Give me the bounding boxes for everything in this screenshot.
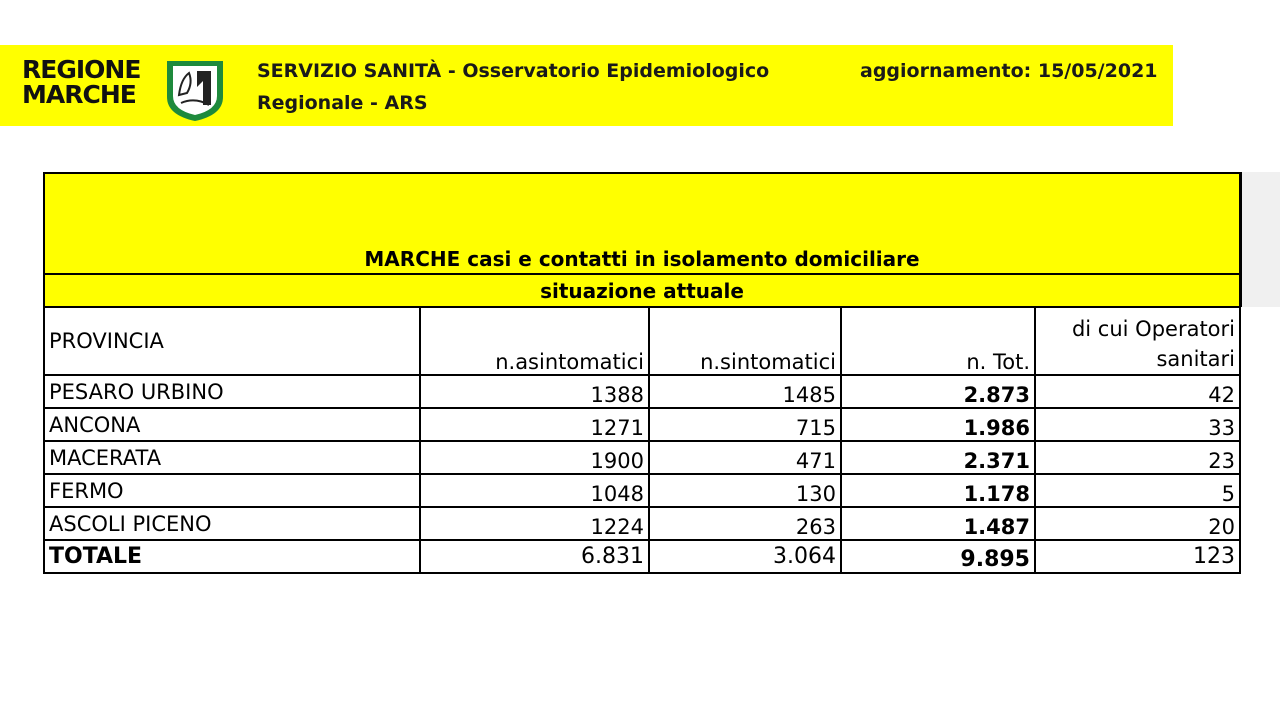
cell-operatori: 42 bbox=[1035, 375, 1240, 408]
cell-sintomatici: 263 bbox=[649, 507, 841, 540]
cell-tot: 1.986 bbox=[841, 408, 1035, 441]
cell-operatori: 23 bbox=[1035, 441, 1240, 474]
cell-operatori: 5 bbox=[1035, 474, 1240, 507]
cell-totale-sintomatici: 3.064 bbox=[649, 540, 841, 573]
cell-asintomatici: 1388 bbox=[420, 375, 649, 408]
table-row bbox=[44, 474, 1240, 507]
logo-wordmark bbox=[22, 57, 162, 107]
total-row bbox=[44, 540, 1240, 573]
column-header-row bbox=[44, 307, 1240, 375]
cell-totale-label: TOTALE bbox=[44, 540, 420, 573]
cell-tot: 2.873 bbox=[841, 375, 1035, 408]
update-date: aggiornamento: 15/05/2021 bbox=[860, 60, 1158, 82]
table-row bbox=[44, 507, 1240, 540]
table-title: MARCHE casi e contatti in isolamento domiciliare bbox=[44, 173, 1240, 274]
service-title: SERVIZIO SANITÀ - Osservatorio Epidemiologico Regionale - ARS bbox=[257, 60, 770, 114]
cell-tot: 1.487 bbox=[841, 507, 1035, 540]
table-row bbox=[44, 408, 1240, 441]
isolation-table-wrapper bbox=[43, 172, 1241, 574]
col-header-tot: n. Tot. bbox=[841, 307, 1035, 375]
cell-totale-asintomatici: 6.831 bbox=[420, 540, 649, 573]
logo-line-2: MARCHE bbox=[22, 80, 136, 109]
cell-sintomatici: 130 bbox=[649, 474, 841, 507]
cell-sintomatici: 1485 bbox=[649, 375, 841, 408]
clipped-column-edge bbox=[1240, 172, 1280, 307]
cell-asintomatici: 1900 bbox=[420, 441, 649, 474]
table-row bbox=[44, 441, 1240, 474]
cell-sintomatici: 715 bbox=[649, 408, 841, 441]
cell-provincia: MACERATA bbox=[44, 441, 420, 474]
logo-line-1: REGIONE bbox=[22, 55, 141, 84]
table-subtitle: situazione attuale bbox=[44, 274, 1240, 307]
cell-tot: 2.371 bbox=[841, 441, 1035, 474]
cell-provincia: ASCOLI PICENO bbox=[44, 507, 420, 540]
regione-marche-logo bbox=[22, 57, 227, 123]
cell-totale-operatori: 123 bbox=[1035, 540, 1240, 573]
cell-totale-tot: 9.895 bbox=[841, 540, 1035, 573]
cell-asintomatici: 1048 bbox=[420, 474, 649, 507]
cell-tot: 1.178 bbox=[841, 474, 1035, 507]
cell-sintomatici: 471 bbox=[649, 441, 841, 474]
cell-provincia: FERMO bbox=[44, 474, 420, 507]
col-header-provincia: PROVINCIA bbox=[44, 307, 420, 375]
cell-provincia: PESARO URBINO bbox=[44, 375, 420, 408]
cell-asintomatici: 1224 bbox=[420, 507, 649, 540]
col-header-operatori: di cui Operatori sanitari bbox=[1035, 307, 1240, 375]
cell-operatori: 33 bbox=[1035, 408, 1240, 441]
col-header-sintomatici: n.sintomatici bbox=[649, 307, 841, 375]
isolation-table bbox=[43, 172, 1241, 574]
cell-provincia: ANCONA bbox=[44, 408, 420, 441]
cell-asintomatici: 1271 bbox=[420, 408, 649, 441]
cell-operatori: 20 bbox=[1035, 507, 1240, 540]
shield-icon bbox=[163, 57, 227, 123]
table-row bbox=[44, 375, 1240, 408]
col-header-asintomatici: n.asintomatici bbox=[420, 307, 649, 375]
